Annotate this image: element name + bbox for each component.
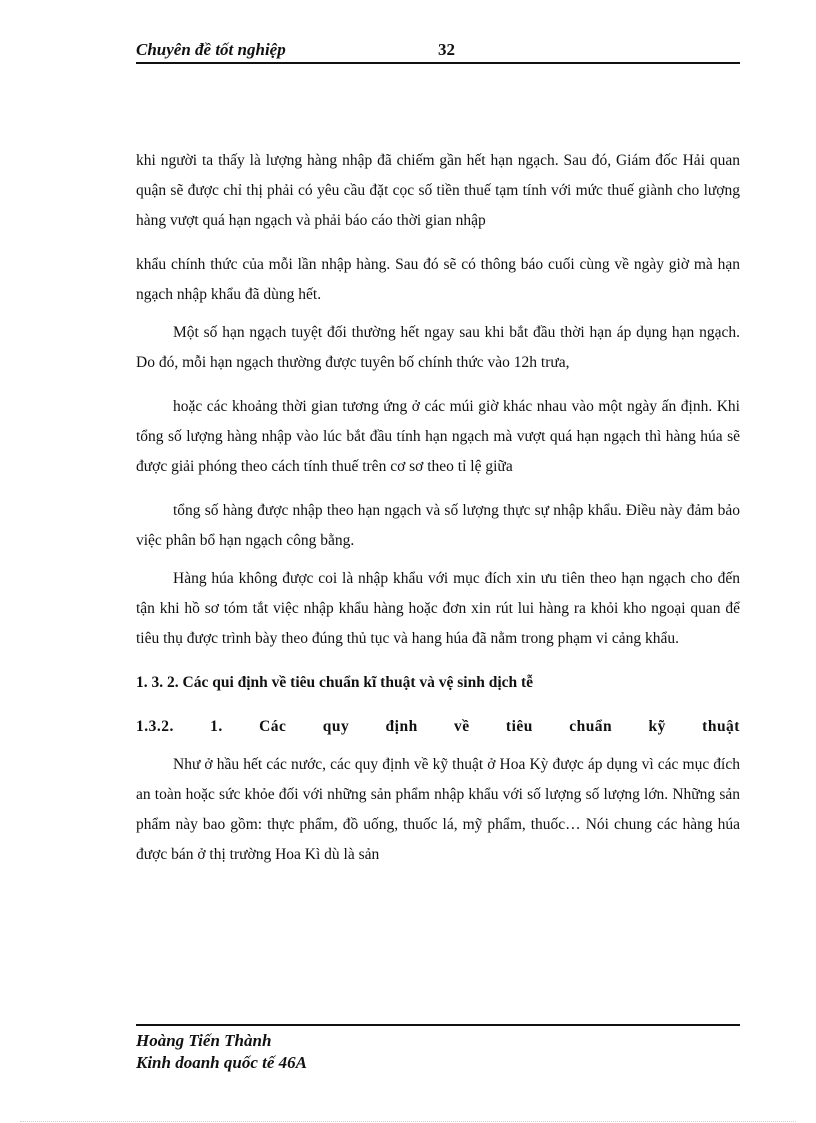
subsection-heading <box>136 712 740 742</box>
subsection-word: định <box>385 718 418 735</box>
footer-class: Kinh doanh quốc tế 46A <box>136 1053 307 1072</box>
paragraph: Hàng húa không được coi là nhập khẩu với mục đích xin ưu tiên theo hạn ngạch cho đến tận khi hồ sơ tóm tắt việc nhập khẩu hàng hoặc đơn xin rút lui hàng ra khỏi kho ngoại quan để tiêu thụ được trình bày theo đúng thủ tục và hang húa đã nằm trong phạm vi cảng khẩu. <box>136 570 740 647</box>
paragraph: Như ở hầu hết các nước, các quy định về kỹ thuật ở Hoa Kỳ được áp dụng vì các mục đích an toàn hoặc sức khỏe đối với những sản phẩm nhập khẩu với số lượng số lượng lớn. Những sản phẩm này bao gồm: thực phẩm, đồ uống, thuốc lá, mỹ phẩm, thuốc… Nói chung các hàng húa được bán ở thị trường Hoa Kì dù là sản <box>136 756 740 863</box>
page-footer <box>136 1030 740 1074</box>
header-rule <box>136 62 740 64</box>
paragraph: khi người ta thấy là lượng hàng nhập đã chiếm gần hết hạn ngạch. Sau đó, Giám đốc Hải quan quận sẽ được chỉ thị phải có yêu cầu đặt cọc số tiền thuế tạm tính với mức thuế giành cho lượng hàng vượt quá hạn ngạch và phải báo cáo thời gian nhập <box>136 152 740 229</box>
page-header <box>136 40 740 62</box>
paragraph: Một số hạn ngạch tuyệt đối thường hết ngay sau khi bắt đầu thời hạn áp dụng hạn ngạch. Do đó, mỗi hạn ngạch thường được tuyên bố chính thức vào 12h trưa, <box>136 324 740 371</box>
header-title: Chuyên đề tốt nghiệp <box>136 40 286 59</box>
subsection-word: chuẩn <box>569 718 613 735</box>
subsection-word: quy <box>322 718 350 735</box>
page-number: 32 <box>438 40 455 59</box>
subsection-word: tiêu <box>505 718 533 735</box>
footer-rule <box>136 1024 740 1026</box>
section-heading: 1. 3. 2. Các qui định về tiêu chuẩn kĩ thuật và vệ sinh dịch tễ <box>136 674 534 691</box>
subsection-index: 1. <box>210 718 223 735</box>
footer-author: Hoàng Tiến Thành <box>136 1031 272 1050</box>
paragraph: tổng số hàng được nhập theo hạn ngạch và số lượng thực sự nhập khẩu. Điều này đảm bảo việc phân bổ hạn ngạch công bằng. <box>136 502 740 549</box>
subsection-word: Các <box>259 718 287 735</box>
page-edge-divider <box>20 1121 796 1122</box>
subsection-word: về <box>453 718 470 735</box>
subsection-word: kỹ <box>648 718 666 735</box>
body-text <box>136 146 740 870</box>
paragraph: hoặc các khoảng thời gian tương ứng ở các múi giờ khác nhau vào một ngày ấn định. Khi tổng số lượng hàng nhập vào lúc bắt đầu tính hạn ngạch mà vượt quá hạn ngạch thì hàng húa sẽ được giải phóng theo cách tính thuế trên cơ sơ theo tỉ lệ giữa <box>136 398 740 475</box>
subsection-number: 1.3.2. <box>136 718 174 735</box>
paragraph: khẩu chính thức của mỗi lần nhập hàng. Sau đó sẽ có thông báo cuối cùng về ngày giờ mà hạn ngạch nhập khẩu đã dùng hết. <box>136 256 740 303</box>
subsection-word: thuật <box>702 718 740 735</box>
